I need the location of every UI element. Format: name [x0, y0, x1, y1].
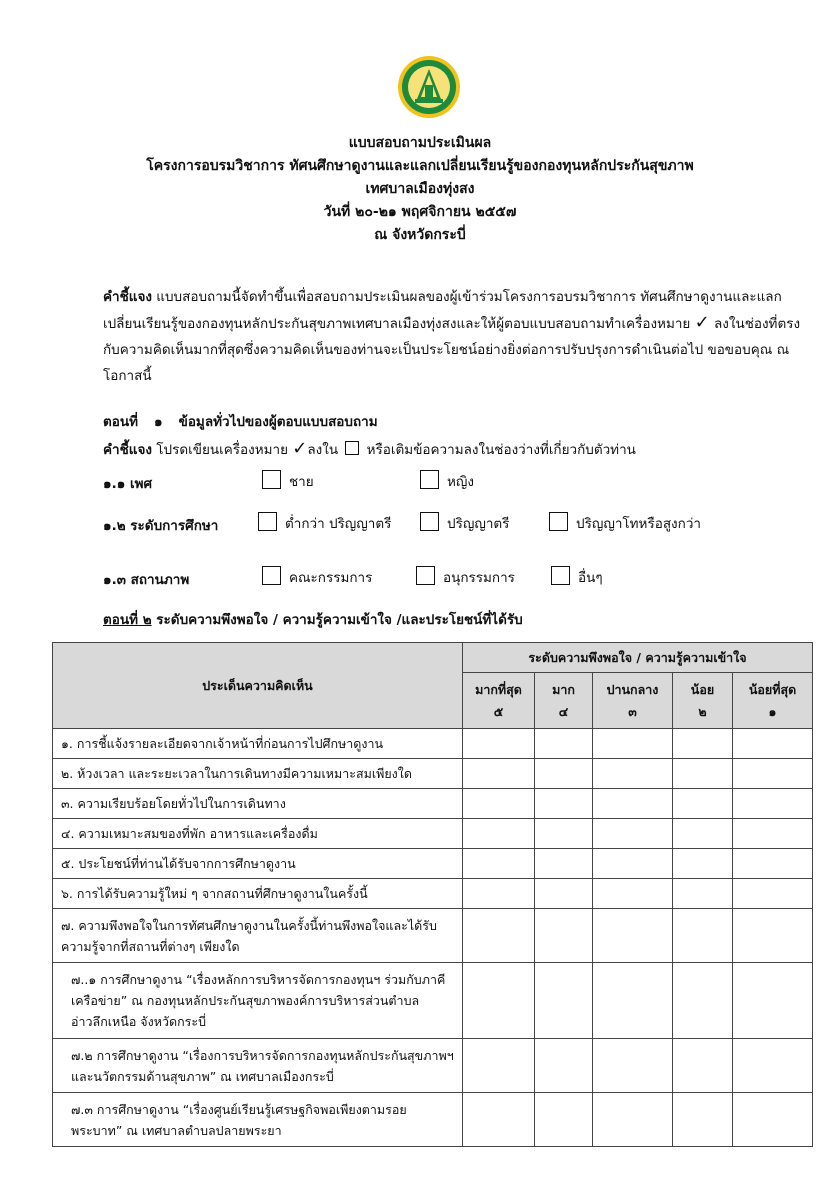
rating-cell[interactable] — [463, 759, 535, 789]
row-topic: ๗.๒ การศึกษาดูงาน “เรื่องการบริหารจัดการกองทุนหลักประกันสุขภาพฯ และนวัตกรรมด้านสุขภาพ” ณ เทศบาลเมืองกระบี่ — [53, 1039, 463, 1093]
rating-cell[interactable] — [593, 849, 673, 879]
rating-cell[interactable] — [463, 963, 535, 1039]
section1-part-label: ตอนที่ — [103, 414, 139, 430]
education-bachelor-checkbox[interactable] — [420, 512, 439, 531]
checkbox-sample-icon — [345, 441, 359, 455]
rating-cell[interactable] — [535, 963, 593, 1039]
level-label: มาก — [552, 681, 575, 697]
row-topic: ๖. การได้รับความรู้ใหม่ ๆ จากสถานที่ศึกษาดูงานในครั้งนี้ — [53, 879, 463, 909]
level-header-2 — [673, 673, 733, 729]
instructions-paragraph — [103, 284, 803, 389]
rating-cell[interactable] — [593, 1039, 673, 1093]
rating-cell[interactable] — [733, 879, 813, 909]
rating-cell[interactable] — [593, 759, 673, 789]
education-master-plus-checkbox[interactable] — [549, 512, 568, 531]
row-topic: ๗.๓ การศึกษาดูงาน “เรื่องศูนย์เรียนรู้เศรษฐกิจพอเพียงตามรอยพระบาท” ณ เทศบาลตำบลปลายพระยา — [53, 1093, 463, 1147]
satisfaction-table — [52, 642, 813, 1147]
rating-cell[interactable] — [733, 1093, 813, 1147]
rating-cell[interactable] — [535, 879, 593, 909]
rating-cell[interactable] — [535, 729, 593, 759]
rating-cell[interactable] — [673, 1039, 733, 1093]
level-score: ๔ — [558, 703, 569, 719]
rating-cell[interactable] — [673, 759, 733, 789]
rating-cell[interactable] — [535, 909, 593, 963]
rating-cell[interactable] — [535, 1039, 593, 1093]
status-option-committee[interactable] — [262, 566, 372, 588]
section1-heading — [103, 410, 378, 432]
section1-instr-text-3: หรือเติมข้อความลงในช่องว่างที่เกี่ยวกับตัวท่าน — [362, 442, 636, 458]
status-committee-checkbox[interactable] — [262, 566, 281, 585]
education-below-bachelor-checkbox[interactable] — [258, 512, 277, 531]
rating-cell[interactable] — [733, 789, 813, 819]
level-score: ๓ — [628, 703, 637, 719]
section1-instructions — [103, 438, 636, 460]
table-row — [53, 1039, 813, 1093]
row-topic: ๓. ความเรียบร้อยโดยทั่วไปในการเดินทาง — [53, 789, 463, 819]
rating-cell[interactable] — [593, 909, 673, 963]
level-score: ๕ — [493, 703, 504, 719]
rating-cell[interactable] — [673, 909, 733, 963]
rating-cell[interactable] — [593, 963, 673, 1039]
checkmark-icon: ✓ — [694, 312, 710, 333]
education-bachelor-label: ปริญญาตรี — [447, 516, 510, 532]
rating-cell[interactable] — [733, 1039, 813, 1093]
level-score: ๒ — [698, 703, 707, 719]
rating-cell[interactable] — [535, 819, 593, 849]
education-option-master-plus[interactable] — [549, 512, 701, 534]
table-row — [53, 879, 813, 909]
rating-cell[interactable] — [673, 1093, 733, 1147]
level-header-1 — [733, 673, 813, 729]
rating-cell[interactable] — [463, 819, 535, 849]
status-label: ๑.๓ สถานภาพ — [103, 572, 190, 588]
rating-cell[interactable] — [593, 879, 673, 909]
status-option-other[interactable] — [551, 566, 603, 588]
table-row — [53, 819, 813, 849]
rating-cell[interactable] — [463, 1039, 535, 1093]
header-date: วันที่ ๒๐-๒๑ พฤศจิกายน ๒๕๕๗ — [323, 204, 517, 220]
level-header-5 — [463, 673, 535, 729]
status-other-label: อื่นๆ — [578, 570, 603, 586]
rating-cell[interactable] — [733, 819, 813, 849]
instructions-text-1: แบบสอบถามนี้จัดทำขึ้นเพื่อสอบถามประเมินผลของผู้เข้าร่วมโครงการอบรมวิชาการ ทัศนศึกษาดูงานและแลกเปลี่ยนเรียนรู้ของกองทุนหลักประกันสุขภาพเทศบาลเมืองทุ่งสงและให้ผู้ตอบแบบสอบถามทำเครื่องหมาย — [103, 289, 782, 332]
section2-part-label: ตอนที่ ๒ — [103, 612, 152, 628]
rating-cell[interactable] — [463, 789, 535, 819]
instructions-label: คำชี้แจง — [103, 289, 152, 305]
gender-male-label: ชาย — [289, 474, 314, 490]
rating-cell[interactable] — [673, 819, 733, 849]
rating-cell[interactable] — [593, 1093, 673, 1147]
column-topic-header: ประเด็นความคิดเห็น — [53, 643, 463, 729]
level-header-4 — [535, 673, 593, 729]
section1-part-number: ๑ — [154, 414, 163, 430]
status-other-checkbox[interactable] — [551, 566, 570, 585]
level-label: ปานกลาง — [606, 681, 659, 697]
row-topic: ๑. การชี้แจ้งรายละเอียดจากเจ้าหน้าที่ก่อนการไปศึกษาดูงาน — [53, 729, 463, 759]
table-row — [53, 963, 813, 1039]
table-row — [53, 1093, 813, 1147]
rating-cell[interactable] — [673, 849, 733, 879]
rating-cell[interactable] — [673, 963, 733, 1039]
rating-cell[interactable] — [535, 1093, 593, 1147]
rating-cell[interactable] — [733, 909, 813, 963]
status-committee-label: คณะกรรมการ — [289, 570, 373, 586]
instructions-text-2: ลงในช่องที่ตรงกับความคิดเห็นมากที่สุดซึ่งความคิดเห็นของท่านจะเป็นประโยชน์อย่างยิ่งต่อการปรับปรุงการดำเนินต่อไป ขอขอบคุณ ณ โอกาสนี้ — [103, 316, 801, 384]
section2-title: ระดับความพึงพอใจ / ความรู้ความเข้าใจ /และประโยชน์ที่ได้รับ — [151, 612, 523, 628]
table-row — [53, 729, 813, 759]
rating-cell[interactable] — [463, 879, 535, 909]
table-row — [53, 789, 813, 819]
gender-female-label: หญิง — [447, 474, 474, 490]
gender-female-checkbox[interactable] — [420, 470, 439, 489]
rating-cell[interactable] — [463, 1093, 535, 1147]
header-title: แบบสอบถามประเมินผล — [348, 135, 492, 151]
rating-cell[interactable] — [733, 759, 813, 789]
column-level-group-header: ระดับความพึงพอใจ / ความรู้ความเข้าใจ — [463, 643, 813, 673]
table-row — [53, 849, 813, 879]
education-below-bachelor-label: ต่ำกว่า ปริญญาตรี — [285, 516, 392, 532]
rating-cell[interactable] — [733, 729, 813, 759]
status-subcommittee-checkbox[interactable] — [416, 566, 435, 585]
section1-instr-text-1: โปรดเขียนเครื่องหมาย — [151, 442, 293, 458]
row-topic: ๗..๑ การศึกษาดูงาน “เรื่องหลักการบริหารจัดการกองทุนฯ ร่วมกับภาคีเครือข่าย” ณ กองทุนหลักประกันสุขภาพองค์การบริหารส่วนตำบลอ่าวลึกเหนือ จังหวัดกระบี่ — [53, 963, 463, 1039]
rating-cell[interactable] — [733, 849, 813, 879]
rating-cell[interactable] — [535, 849, 593, 879]
section1-title: ข้อมูลทั่วไปของผู้ตอบแบบสอบถาม — [178, 414, 378, 430]
rating-cell[interactable] — [593, 819, 673, 849]
education-label: ๑.๒ ระดับการศึกษา — [103, 518, 219, 534]
status-subcommittee-label: อนุกรรมการ — [443, 570, 515, 586]
table-row — [53, 759, 813, 789]
header-organization: เทศบาลเมืองทุ่งสง — [365, 181, 475, 197]
table-row — [53, 909, 813, 963]
section2-heading — [103, 608, 523, 630]
rating-cell[interactable] — [673, 729, 733, 759]
status-option-subcommittee[interactable] — [416, 566, 515, 588]
document-header — [0, 132, 840, 247]
education-option-below-bachelor[interactable] — [258, 512, 391, 534]
level-header-3 — [593, 673, 673, 729]
level-label: น้อย — [690, 681, 715, 697]
gender-option-female[interactable] — [420, 470, 474, 492]
gender-label: ๑.๑ เพศ — [103, 476, 153, 492]
header-project: โครงการอบรมวิชาการ ทัศนศึกษาดูงานและแลกเปลี่ยนเรียนรู้ของกองทุนหลักประกันสุขภาพ — [146, 158, 694, 174]
rating-cell[interactable] — [463, 909, 535, 963]
rating-cell[interactable] — [535, 789, 593, 819]
row-topic: ๗. ความพึงพอใจในการทัศนศึกษาดูงานในครั้งนี้ท่านพึงพอใจและได้รับความรู้จากที่สถานที่ต่างๆ เพียงใด — [53, 909, 463, 963]
gender-option-male[interactable] — [262, 470, 314, 492]
rating-cell[interactable] — [593, 789, 673, 819]
checkmark-icon: ✓ — [292, 438, 308, 459]
rating-cell[interactable] — [733, 963, 813, 1039]
education-master-plus-label: ปริญญาโทหรือสูงกว่า — [576, 516, 701, 532]
level-label: มากที่สุด — [475, 681, 522, 697]
header-location: ณ จังหวัดกระบี่ — [374, 227, 466, 243]
rating-cell[interactable] — [673, 789, 733, 819]
rating-cell[interactable] — [593, 729, 673, 759]
row-topic: ๔. ความเหมาะสมของที่พัก อาหารและเครื่องดื่ม — [53, 819, 463, 849]
rating-cell[interactable] — [463, 729, 535, 759]
rating-cell[interactable] — [535, 759, 593, 789]
section1-instr-label: คำชี้แจง — [103, 442, 152, 458]
level-score: ๑ — [768, 703, 777, 719]
gender-male-checkbox[interactable] — [262, 470, 281, 489]
level-label: น้อยที่สุด — [748, 681, 797, 697]
row-topic: ๕. ประโยชน์ที่ท่านได้รับจากการศึกษาดูงาน — [53, 849, 463, 879]
municipality-seal-logo — [397, 55, 461, 119]
rating-cell[interactable] — [673, 879, 733, 909]
section1-instr-text-2: ลงใน — [307, 442, 343, 458]
education-option-bachelor[interactable] — [420, 512, 509, 534]
row-topic: ๒. ห้วงเวลา และระยะเวลาในการเดินทางมีความเหมาะสมเพียงใด — [53, 759, 463, 789]
rating-cell[interactable] — [463, 849, 535, 879]
